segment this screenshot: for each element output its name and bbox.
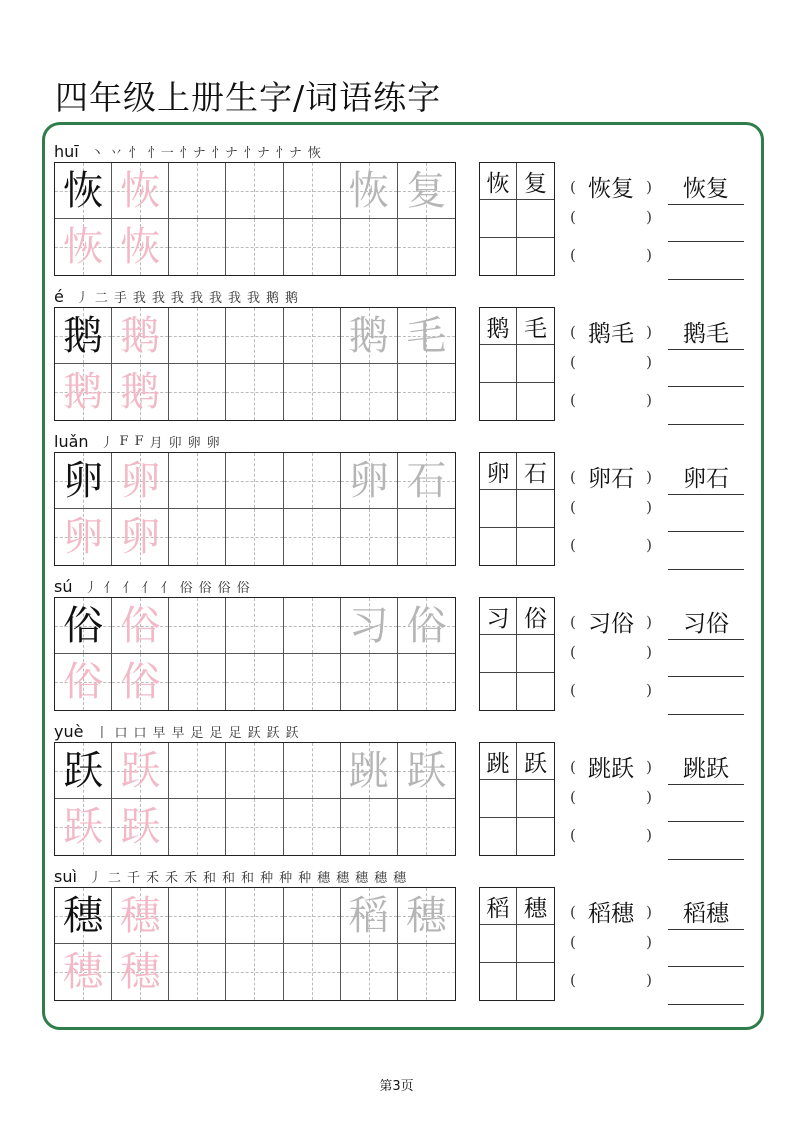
stroke-step: 亻	[103, 580, 117, 596]
paren-blank[interactable]: ( )	[570, 498, 652, 516]
grid-cell[interactable]	[112, 598, 169, 654]
grid-cell[interactable]	[112, 944, 169, 1000]
grid-cell[interactable]	[169, 509, 226, 565]
stroke-step: 俗	[236, 580, 250, 596]
practice-row	[0, 720, 793, 865]
word-cell[interactable]	[517, 818, 554, 855]
trace-word-character: 稻	[348, 892, 389, 939]
stroke-order-line	[54, 720, 299, 742]
grid-cell[interactable]	[169, 219, 226, 275]
grid-cell[interactable]	[169, 944, 226, 1000]
stroke-order-line	[54, 575, 250, 597]
trace-character: 跃	[120, 747, 161, 794]
stroke-step: 我	[151, 290, 165, 306]
grid-cell[interactable]	[398, 453, 455, 509]
stroke-step: 忄ナ	[275, 145, 302, 161]
word-cell[interactable]	[480, 780, 517, 817]
line-word: 跳跃	[683, 756, 729, 782]
stroke-step: 丷	[109, 145, 123, 161]
word-cell[interactable]	[517, 925, 554, 962]
stroke-step: 丶	[90, 145, 104, 161]
word-cell[interactable]: 鹅	[480, 308, 517, 345]
line-word: 恢复	[683, 176, 729, 202]
grid-cell[interactable]	[398, 654, 455, 710]
grid-cell[interactable]	[55, 453, 112, 509]
line-word: 卵石	[683, 466, 729, 492]
answer-line[interactable]	[668, 1004, 744, 1005]
grid-cell[interactable]	[226, 743, 283, 799]
word-cell[interactable]: 恢	[480, 163, 517, 200]
grid-cell[interactable]	[398, 163, 455, 219]
paren-blank[interactable]: ( 稻穗 )	[570, 901, 652, 927]
stroke-step: 亻	[160, 580, 174, 596]
word-grid	[479, 307, 555, 421]
grid-cell[interactable]	[341, 509, 398, 565]
grid-cell[interactable]	[55, 509, 112, 565]
trace-character: 俗	[120, 659, 161, 705]
grid-cell[interactable]	[226, 219, 283, 275]
stroke-step: 跃	[247, 725, 261, 741]
grid-cell[interactable]	[398, 598, 455, 654]
stroke-step: 足	[209, 725, 223, 741]
stroke-step: 千	[126, 870, 140, 886]
stroke-step: 和	[203, 870, 217, 886]
grid-cell[interactable]	[398, 944, 455, 1000]
paren-blank[interactable]: ( 鹅毛 )	[570, 321, 652, 347]
model-character: 鹅	[63, 312, 104, 359]
word-cell[interactable]	[517, 528, 554, 565]
grid-cell[interactable]	[169, 888, 226, 944]
stroke-step: 跃	[266, 725, 280, 741]
word-cell[interactable]	[480, 673, 517, 710]
trace-word-character: 石	[406, 457, 447, 504]
grid-cell[interactable]	[284, 944, 341, 1000]
stroke-step: 种	[298, 870, 312, 886]
grid-cell[interactable]	[169, 308, 226, 364]
word-cell[interactable]	[480, 200, 517, 237]
stroke-step: 丿	[75, 290, 89, 306]
grid-cell[interactable]	[341, 743, 398, 799]
paren-blank[interactable]: ( )	[570, 391, 652, 409]
pinyin-label: luǎn	[54, 431, 89, 451]
stroke-step: 恢	[307, 145, 321, 161]
word-cell[interactable]: 稻	[480, 888, 517, 925]
trace-character: 卵	[120, 514, 161, 560]
trace-character: 恢	[120, 167, 161, 214]
word-cell[interactable]	[517, 963, 554, 1000]
practice-row	[0, 575, 793, 720]
grid-cell[interactable]	[284, 364, 341, 420]
answer-line[interactable]	[668, 784, 744, 785]
answer-line[interactable]	[668, 966, 744, 967]
pinyin-label: suì	[54, 866, 77, 886]
trace-character: 卵	[63, 514, 104, 560]
paren-blank[interactable]: ( )	[570, 536, 652, 554]
word-cell[interactable]	[480, 963, 517, 1000]
stroke-step: 种	[260, 870, 274, 886]
stroke-step: 禾	[145, 870, 159, 886]
stroke-order-line	[54, 285, 298, 307]
grid-cell[interactable]	[226, 453, 283, 509]
word-grid	[479, 887, 555, 1001]
answer-line[interactable]	[668, 204, 744, 205]
answer-line[interactable]	[668, 386, 744, 387]
word-cell[interactable]: 跳	[480, 743, 517, 780]
grid-cell[interactable]	[55, 598, 112, 654]
model-character: 俗	[63, 602, 104, 649]
paren-blank[interactable]: ( )	[570, 933, 652, 951]
stroke-step: 卯	[168, 435, 182, 451]
grid-cell[interactable]	[226, 598, 283, 654]
stroke-step: 我	[208, 290, 222, 306]
trace-word-character: 习	[348, 602, 389, 649]
stroke-step: 手	[113, 290, 127, 306]
grid-cell[interactable]	[226, 888, 283, 944]
paren-blank[interactable]: ( )	[570, 971, 652, 989]
pinyin-label: é	[54, 286, 64, 306]
page-title: 四年级上册生字/词语练字	[55, 78, 442, 117]
grid-cell[interactable]	[112, 163, 169, 219]
stroke-step: 穗	[355, 870, 369, 886]
grid-cell[interactable]	[55, 219, 112, 275]
trace-word-character: 穗	[406, 892, 447, 939]
answer-line[interactable]	[668, 349, 744, 350]
grid-cell[interactable]	[55, 308, 112, 364]
stroke-step: 鹅	[285, 290, 299, 306]
grid-cell[interactable]	[169, 799, 226, 855]
writing-grid	[54, 597, 456, 711]
stroke-step: 丨	[95, 725, 109, 741]
stroke-step: 穗	[317, 870, 331, 886]
grid-cell[interactable]	[341, 308, 398, 364]
grid-cell[interactable]	[341, 453, 398, 509]
grid-cell[interactable]	[169, 598, 226, 654]
grid-cell[interactable]	[112, 453, 169, 509]
trace-character: 鹅	[63, 369, 104, 415]
stroke-step: 鹅	[266, 290, 280, 306]
word-grid	[479, 597, 555, 711]
answer-line[interactable]	[668, 531, 744, 532]
word-cell[interactable]	[480, 528, 517, 565]
practice-row	[0, 430, 793, 575]
word-cell[interactable]: 复	[517, 163, 554, 200]
grid-cell[interactable]	[226, 944, 283, 1000]
grid-cell[interactable]	[112, 509, 169, 565]
word-cell[interactable]: 石	[517, 453, 554, 490]
stroke-step: 丿	[100, 435, 114, 451]
trace-word-character: 鹅	[348, 312, 389, 359]
stroke-step: 我	[246, 290, 260, 306]
grid-cell[interactable]	[226, 308, 283, 364]
word-cell[interactable]: 卵	[480, 453, 517, 490]
stroke-step: 丿	[84, 580, 98, 596]
answer-line[interactable]	[668, 676, 744, 677]
practice-row	[0, 140, 793, 285]
word-cell[interactable]	[480, 490, 517, 527]
trace-character: 俗	[63, 659, 104, 705]
stroke-step: 俗	[217, 580, 231, 596]
paren-blank[interactable]: ( )	[570, 826, 652, 844]
line-word: 习俗	[683, 611, 729, 637]
trace-word-character: 俗	[406, 602, 447, 649]
trace-word-character: 卵	[348, 457, 389, 504]
grid-cell[interactable]	[284, 308, 341, 364]
stroke-step: 亻	[122, 580, 136, 596]
stroke-order-line	[54, 430, 220, 452]
trace-character: 穗	[120, 949, 161, 995]
word-cell[interactable]	[517, 490, 554, 527]
word-cell[interactable]	[480, 238, 517, 275]
stroke-step: 禾	[184, 870, 198, 886]
word-cell[interactable]	[517, 673, 554, 710]
pinyin-label: sú	[54, 576, 73, 596]
trace-character: 恢	[63, 224, 104, 270]
answer-line[interactable]	[668, 859, 744, 860]
stroke-order-line	[54, 865, 406, 887]
stroke-step: 早	[152, 725, 166, 741]
model-character: 卵	[63, 457, 104, 504]
grid-cell[interactable]	[398, 509, 455, 565]
grid-cell[interactable]	[226, 509, 283, 565]
stroke-order-line	[54, 140, 321, 162]
grid-cell[interactable]	[169, 364, 226, 420]
word-cell[interactable]	[480, 635, 517, 672]
stroke-step: 我	[132, 290, 146, 306]
trace-word-character: 恢	[348, 167, 389, 214]
grid-cell[interactable]	[341, 364, 398, 420]
stroke-step: 忄一	[147, 145, 174, 161]
stroke-step: 穗	[393, 870, 407, 886]
stroke-step: F	[119, 433, 129, 449]
practice-row	[0, 865, 793, 1010]
grid-cell[interactable]	[341, 799, 398, 855]
paren-blank[interactable]: ( 跳跃 )	[570, 756, 652, 782]
answer-line[interactable]	[668, 424, 744, 425]
grid-cell[interactable]	[55, 944, 112, 1000]
paren-blank[interactable]: ( 恢复 )	[570, 176, 652, 202]
word-cell[interactable]: 穗	[517, 888, 554, 925]
trace-character: 卵	[120, 457, 161, 504]
grid-cell[interactable]	[284, 888, 341, 944]
grid-cell[interactable]	[169, 743, 226, 799]
stroke-step: F	[134, 433, 144, 449]
grid-cell[interactable]	[284, 598, 341, 654]
grid-cell[interactable]	[341, 219, 398, 275]
pinyin-label: yuè	[54, 721, 84, 741]
word-grid	[479, 742, 555, 856]
grid-cell[interactable]	[112, 888, 169, 944]
paren-blank[interactable]: ( )	[570, 208, 652, 226]
grid-cell[interactable]	[55, 654, 112, 710]
grid-cell[interactable]	[112, 654, 169, 710]
word-cell[interactable]: 跃	[517, 743, 554, 780]
stroke-step: 种	[279, 870, 293, 886]
stroke-step: 忄ナ	[179, 145, 206, 161]
trace-character: 穗	[120, 892, 161, 939]
word-cell[interactable]	[517, 780, 554, 817]
stroke-step: 穗	[336, 870, 350, 886]
line-word: 稻穗	[683, 901, 729, 927]
grid-cell[interactable]	[398, 308, 455, 364]
word-cell[interactable]: 俗	[517, 598, 554, 635]
grid-cell[interactable]	[284, 163, 341, 219]
stroke-step: 足	[228, 725, 242, 741]
word-cell[interactable]: 习	[480, 598, 517, 635]
stroke-step: 口	[133, 725, 147, 741]
word-cell[interactable]	[517, 635, 554, 672]
answer-line[interactable]	[668, 241, 744, 242]
word-cell[interactable]	[517, 383, 554, 420]
word-cell[interactable]: 毛	[517, 308, 554, 345]
grid-cell[interactable]	[284, 799, 341, 855]
trace-character: 俗	[120, 602, 161, 649]
stroke-step: 丿	[88, 870, 102, 886]
grid-cell[interactable]	[226, 799, 283, 855]
stroke-step: 月	[149, 435, 163, 451]
stroke-step: 足	[190, 725, 204, 741]
stroke-step: 忄ナ	[243, 145, 270, 161]
stroke-step: 口	[114, 725, 128, 741]
grid-cell[interactable]	[112, 799, 169, 855]
grid-cell[interactable]	[55, 799, 112, 855]
paren-blank[interactable]: ( 习俗 )	[570, 611, 652, 637]
grid-cell[interactable]	[398, 799, 455, 855]
trace-character: 跃	[120, 804, 161, 850]
trace-character: 跃	[63, 804, 104, 850]
paren-blank[interactable]: ( )	[570, 788, 652, 806]
model-character: 跃	[63, 747, 104, 794]
grid-cell[interactable]	[169, 654, 226, 710]
paren-blank[interactable]: ( )	[570, 246, 652, 264]
stroke-step: 跃	[285, 725, 299, 741]
grid-cell[interactable]	[226, 163, 283, 219]
trace-character: 恢	[120, 224, 161, 270]
stroke-step: 俗	[179, 580, 193, 596]
stroke-step: 我	[170, 290, 184, 306]
trace-character: 鹅	[120, 312, 161, 359]
word-cell[interactable]	[480, 345, 517, 382]
trace-word-character: 毛	[406, 312, 447, 359]
answer-line[interactable]	[668, 569, 744, 570]
grid-cell[interactable]	[341, 944, 398, 1000]
grid-cell[interactable]	[112, 364, 169, 420]
answer-line[interactable]	[668, 714, 744, 715]
paren-blank[interactable]: ( )	[570, 681, 652, 699]
stroke-step: 和	[241, 870, 255, 886]
grid-cell[interactable]	[226, 654, 283, 710]
grid-cell[interactable]	[284, 743, 341, 799]
grid-cell[interactable]	[55, 163, 112, 219]
word-grid	[479, 162, 555, 276]
grid-cell[interactable]	[398, 743, 455, 799]
grid-cell[interactable]	[341, 654, 398, 710]
grid-cell[interactable]	[284, 453, 341, 509]
grid-cell[interactable]	[398, 219, 455, 275]
trace-character: 穗	[63, 949, 104, 995]
grid-cell[interactable]	[112, 308, 169, 364]
word-grid	[479, 452, 555, 566]
word-cell[interactable]	[517, 200, 554, 237]
grid-cell[interactable]	[398, 364, 455, 420]
answer-line[interactable]	[668, 494, 744, 495]
grid-cell[interactable]	[112, 743, 169, 799]
pinyin-label: huī	[54, 141, 79, 161]
grid-cell[interactable]	[284, 219, 341, 275]
answer-line[interactable]	[668, 279, 744, 280]
grid-cell[interactable]	[55, 743, 112, 799]
trace-word-character: 复	[406, 167, 447, 214]
stroke-step: 俗	[198, 580, 212, 596]
writing-grid	[54, 887, 456, 1001]
word-cell[interactable]	[517, 238, 554, 275]
stroke-step: 亻	[141, 580, 155, 596]
answer-line[interactable]	[668, 929, 744, 930]
writing-grid	[54, 742, 456, 856]
grid-cell[interactable]	[341, 598, 398, 654]
stroke-step: 禾	[164, 870, 178, 886]
paren-blank[interactable]: ( 卵石 )	[570, 466, 652, 492]
grid-cell[interactable]	[284, 509, 341, 565]
grid-cell[interactable]	[341, 888, 398, 944]
stroke-step: 和	[222, 870, 236, 886]
stroke-step: 早	[171, 725, 185, 741]
stroke-step: 卵	[206, 435, 220, 451]
grid-cell[interactable]	[284, 654, 341, 710]
stroke-step: 卵	[187, 435, 201, 451]
stroke-step: 忄	[128, 145, 142, 161]
stroke-step: 穗	[374, 870, 388, 886]
grid-cell[interactable]	[112, 219, 169, 275]
grid-cell[interactable]	[341, 163, 398, 219]
grid-cell[interactable]	[55, 888, 112, 944]
trace-character: 鹅	[120, 369, 161, 415]
model-character: 恢	[63, 167, 104, 214]
page-number: 第3页	[379, 1079, 414, 1094]
paren-blank[interactable]: ( )	[570, 643, 652, 661]
grid-cell[interactable]	[169, 163, 226, 219]
stroke-step: 二	[107, 870, 121, 886]
writing-grid	[54, 162, 456, 276]
stroke-step: 我	[227, 290, 241, 306]
grid-cell[interactable]	[226, 364, 283, 420]
answer-line[interactable]	[668, 639, 744, 640]
grid-cell[interactable]	[55, 364, 112, 420]
grid-cell[interactable]	[398, 888, 455, 944]
word-cell[interactable]	[480, 818, 517, 855]
trace-word-character: 跳	[348, 747, 389, 794]
writing-grid	[54, 307, 456, 421]
paren-blank[interactable]: ( )	[570, 353, 652, 371]
word-cell[interactable]	[517, 345, 554, 382]
writing-grid	[54, 452, 456, 566]
stroke-step: 忄ナ	[211, 145, 238, 161]
trace-word-character: 跃	[406, 747, 447, 794]
practice-row	[0, 285, 793, 430]
stroke-step: 二	[94, 290, 108, 306]
word-cell[interactable]	[480, 383, 517, 420]
answer-line[interactable]	[668, 821, 744, 822]
model-character: 穗	[63, 892, 104, 939]
stroke-step: 我	[189, 290, 203, 306]
line-word: 鹅毛	[683, 321, 729, 347]
word-cell[interactable]	[480, 925, 517, 962]
grid-cell[interactable]	[169, 453, 226, 509]
